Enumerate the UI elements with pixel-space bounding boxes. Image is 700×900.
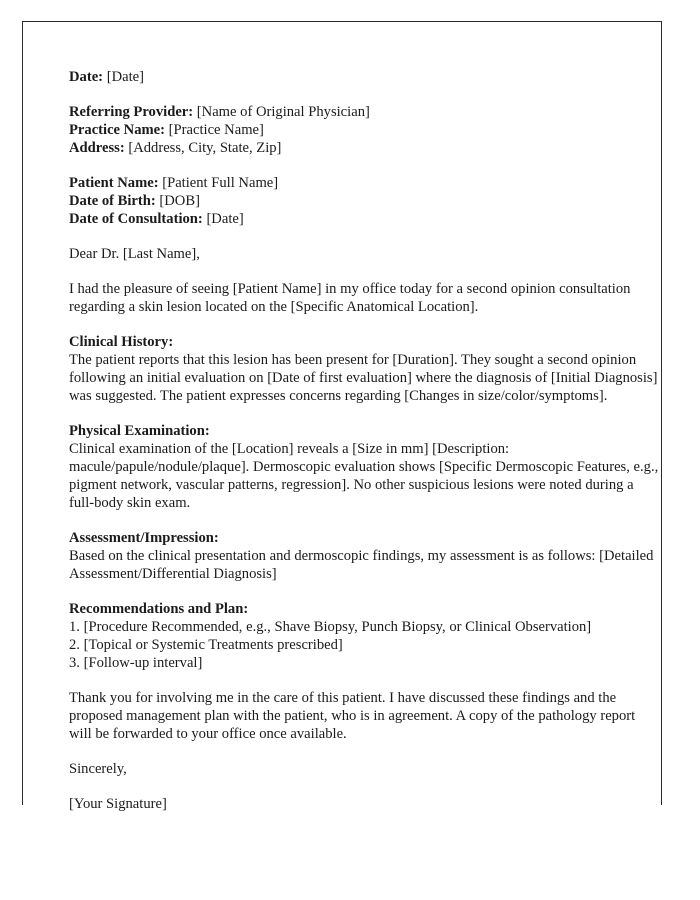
date-of-consultation-value: [Date] xyxy=(206,211,244,227)
date-of-birth-label: Date of Birth: xyxy=(69,193,156,209)
clinical-history-heading: Clinical History: xyxy=(69,334,174,350)
section-physical-examination xyxy=(69,422,661,512)
section-clinical-history xyxy=(69,333,661,405)
practice-name-label: Practice Name: xyxy=(69,122,166,138)
recommendation-item-2: 2. [Topical or Systemic Treatments prescribed] xyxy=(69,637,343,653)
signature-placeholder: [Your Signature] xyxy=(69,796,167,812)
signature-block xyxy=(69,795,661,813)
patient-name-line xyxy=(69,174,661,192)
opening-paragraph-block xyxy=(69,280,661,316)
salutation: Dear Dr. [Last Name], xyxy=(69,246,200,262)
date-label: Date: xyxy=(69,69,104,85)
practice-name-value: [Practice Name] xyxy=(168,122,264,138)
referring-provider-block xyxy=(69,103,661,157)
closing-block xyxy=(69,760,661,778)
patient-name-label: Patient Name: xyxy=(69,175,159,191)
date-of-birth-value: [DOB] xyxy=(159,193,200,209)
referring-provider-line xyxy=(69,103,661,121)
referring-provider-label: Referring Provider: xyxy=(69,104,194,120)
patient-block xyxy=(69,174,661,228)
date-of-consultation-label: Date of Consultation: xyxy=(69,211,203,227)
closing-paragraph-block xyxy=(69,689,661,743)
date-block xyxy=(69,68,661,86)
recommendation-item-1: 1. [Procedure Recommended, e.g., Shave Biopsy, Punch Biopsy, or Clinical Observation] xyxy=(69,619,592,635)
section-recommendations-and-plan xyxy=(69,600,661,672)
closing-salutation: Sincerely, xyxy=(69,761,127,777)
closing-paragraph: Thank you for involving me in the care of this patient. I have discussed these findings and the proposed management plan with the patient, who is in agreement. A copy of the pathology report will be forwarded to your office once available. xyxy=(69,690,636,742)
date-of-consultation-line xyxy=(69,210,661,228)
patient-name-value: [Patient Full Name] xyxy=(162,175,279,191)
referring-provider-value: [Name of Original Physician] xyxy=(196,104,370,120)
recommendations-heading: Recommendations and Plan: xyxy=(69,601,249,617)
section-assessment-impression xyxy=(69,529,661,583)
clinical-history-body: The patient reports that this lesion has been present for [Duration]. They sought a second opinion following an initial evaluation on [Date of first evaluation] where the diagnosis of [Initial Diagnosis] was suggested. The patient expresses concerns regarding [Changes in size/color/symptoms]. xyxy=(69,352,658,404)
practice-name-line xyxy=(69,121,661,139)
salutation-block xyxy=(69,245,661,263)
recommendation-item-3: 3. [Follow-up interval] xyxy=(69,655,203,671)
date-of-birth-line xyxy=(69,192,661,210)
assessment-impression-heading: Assessment/Impression: xyxy=(69,530,219,546)
assessment-impression-body: Based on the clinical presentation and dermoscopic findings, my assessment is as follows: [Detailed Assessment/Differential Diagnosis] xyxy=(69,548,654,582)
physical-examination-heading: Physical Examination: xyxy=(69,423,210,439)
page-frame xyxy=(22,21,662,812)
opening-paragraph: I had the pleasure of seeing [Patient Name] in my office today for a second opinion consultation regarding a skin lesion located on the [Specific Anatomical Location]. xyxy=(69,281,631,315)
address-label: Address: xyxy=(69,140,125,156)
date-line xyxy=(69,68,661,86)
date-value: [Date] xyxy=(106,69,144,85)
address-line xyxy=(69,139,661,157)
letter-body xyxy=(69,68,661,813)
address-value: [Address, City, State, Zip] xyxy=(128,140,282,156)
physical-examination-body: Clinical examination of the [Location] reveals a [Size in mm] [Description: macule/papule/nodule/plaque]. Dermoscopic evaluation shows [Specific Dermoscopic Features, e.g., pigment network, vascular patterns, regression]. No other suspicious lesions were noted during a full-body skin exam. xyxy=(69,441,659,511)
